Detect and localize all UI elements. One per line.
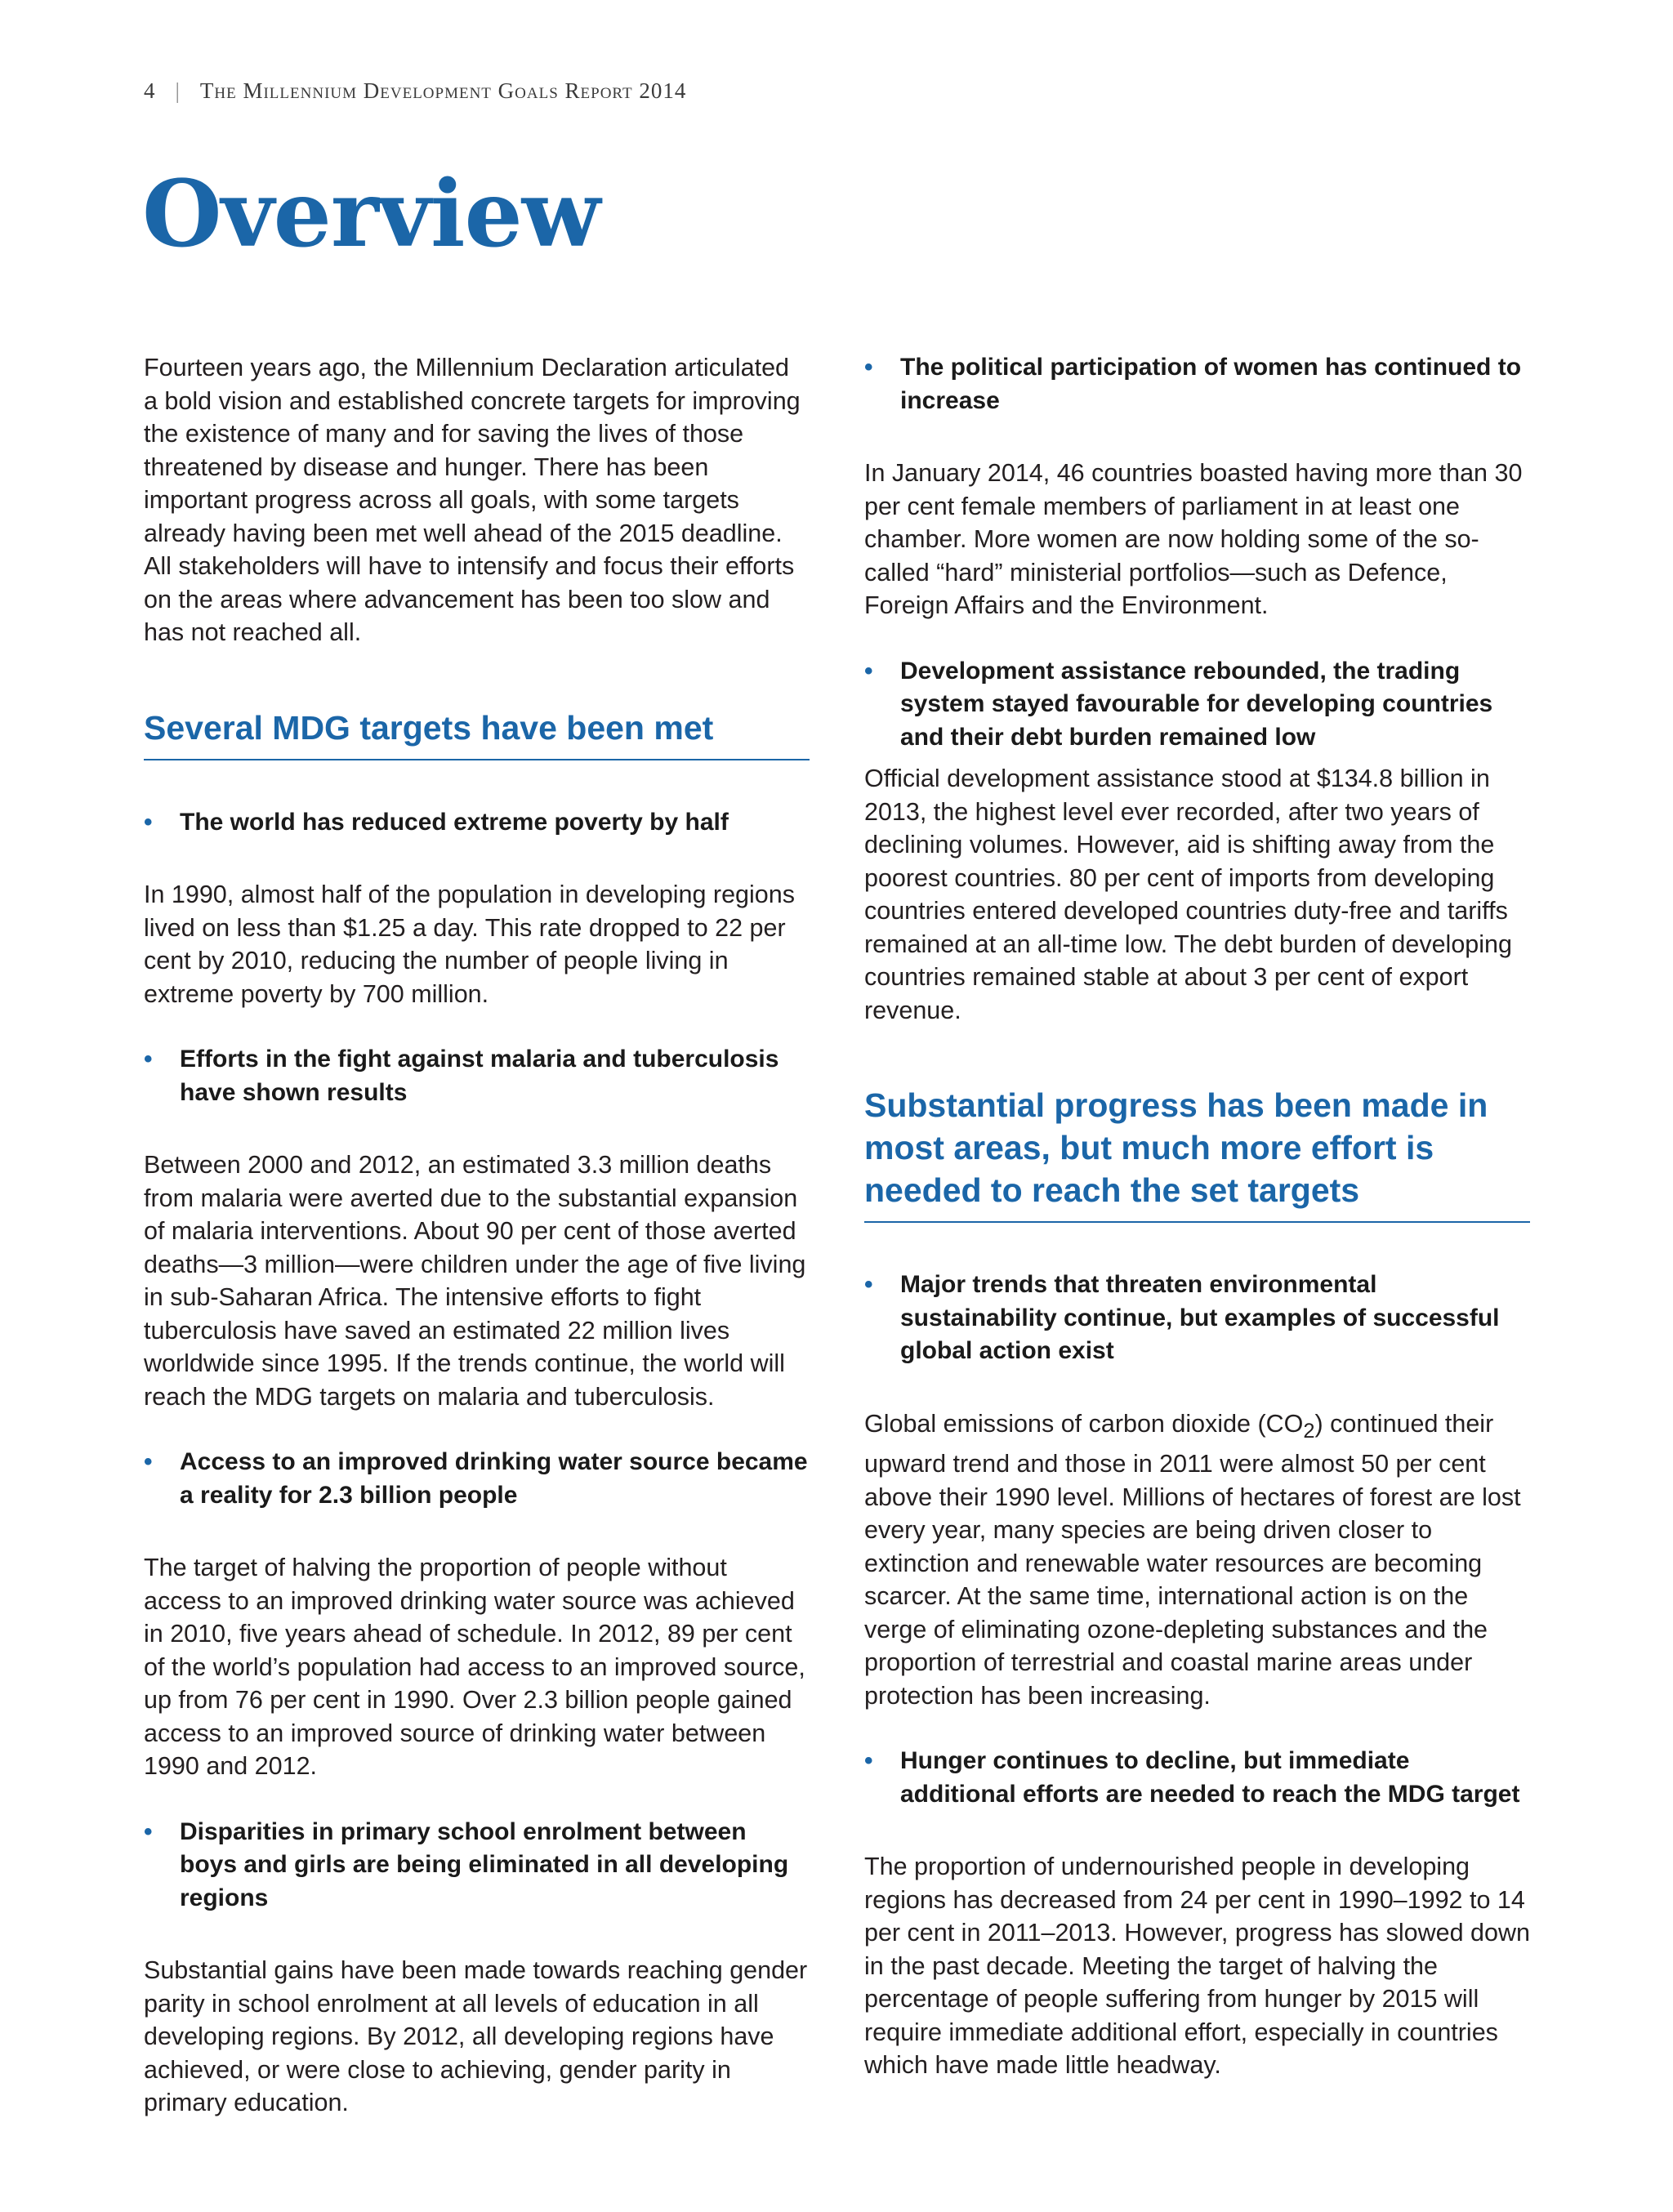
paragraph-water: The target of halving the proportion of people without access to an improved drinking water source was achieved in 2010, five years ahead of schedule. In 2012, 89 per cent of the world’s population had access to an improved source, up from 76 per cent in 1990. Over 2.3 billion people gained access to an improved source of drinking water between 1990 and 2012.	[144, 1554, 805, 1780]
left-column	[144, 351, 810, 2120]
section-heading-targets-met: Several MDG targets have been met	[144, 707, 810, 760]
paragraph-women: In January 2014, 46 countries boasted having more than 30 per cent female members of parliament in at least one chamber. More women are now holding some of the so-called “hard” ministerial portfolios—such as Defence, Foreign Affairs and the Environment.	[864, 459, 1523, 619]
bullet-icon: •	[864, 1271, 873, 1298]
bullet-icon: •	[864, 1747, 873, 1775]
report-title: The Millennium Development Goals Report 2014	[199, 78, 687, 103]
bullet-icon: •	[864, 657, 873, 685]
bullet-heading-development-assistance: • Development assistance rebounded, the trading system stayed favourable for developing countries and their debt burden remained low	[864, 655, 1530, 755]
bullet-heading-environment: • Major trends that threaten environmental sustainability continue, but examples of successful global action exist	[864, 1269, 1530, 1368]
bullet-icon: •	[144, 1448, 153, 1475]
bullet-icon: •	[144, 1046, 153, 1073]
intro-paragraph: Fourteen years ago, the Millennium Declaration articulated a bold vision and established concrete targets for improving the existence of many and for saving the lives of those threatened by disease and hunger. There has been important progress across all goals, with some targets already having been met well ahead of the 2015 deadline. All stakeholders will have to intensify and focus their efforts on the areas where advancement has been too slow and has not reached all.	[144, 354, 801, 646]
paragraph-poverty: In 1990, almost half of the population in developing regions lived on less than $1.25 a day. This rate dropped to 22 per cent by 2010, reducing the number of people living in extreme poverty by 700 million.	[144, 881, 795, 1008]
bullet-heading-women: • The political participation of women has continued to increase	[864, 351, 1530, 417]
bullet-heading-education: • Disparities in primary school enrolment between boys and girls are being eliminated in all developing regions	[144, 1816, 810, 1915]
header-separator: |	[175, 78, 181, 103]
paragraph-hunger: The proportion of undernourished people in developing regions has decreased from 24 per cent in 1990–1992 to 14 per cent in 2011–2013. However, progress has slowed down in the past decade. Meeting the target of halving the percentage of people suffering from hunger by 2015 will require immediate additional effort, especially in countries which have made little headway.	[864, 1853, 1530, 2080]
page-title: Overview	[142, 161, 600, 268]
paragraph-malaria: Between 2000 and 2012, an estimated 3.3 million deaths from malaria were averted due to the substantial expansion of malaria interventions. About 90 per cent of those averted deaths—3 million—were children under the age of five living in sub-Saharan Africa. The intensive efforts to fight tuberculosis have saved an estimated 22 million lives worldwide since 1995. If the trends continue, the world will reach the MDG targets on malaria and tuberculosis.	[144, 1151, 806, 1411]
bullet-icon: •	[144, 1817, 153, 1845]
paragraph-education: Substantial gains have been made towards reaching gender parity in school enrolment at all levels of education in all developing regions. By 2012, all developing regions have achieved, or were close to achieving, gender parity in primary education.	[144, 1956, 808, 2116]
bullet-heading-hunger: • Hunger continues to decline, but immediate additional efforts are needed to reach the MDG target	[864, 1745, 1530, 1811]
paragraph-environment: Global emissions of carbon dioxide $(CO_2)$ continued their upward trend and those in 2011 were almost 50 per cent above their 1990 level. Millions of hectares of forest are lost every year, many species are being driven closer to extinction and renewable water resources are becoming scarcer. At the same time, international action is on the verge of eliminating ozone-depleting substances and the proportion of terrestrial and coastal marine areas under protection has been increasing.	[864, 1409, 1521, 1710]
section-heading-substantial-progress: Substantial progress has been made in most areas, but much more effort is needed to reach the set targets	[864, 1084, 1530, 1223]
running-header	[144, 78, 686, 104]
bullet-heading-poverty: • The world has reduced extreme poverty by half	[144, 806, 810, 840]
page-number: 4	[144, 78, 156, 103]
bullet-heading-malaria: • Efforts in the fight against malaria and tuberculosis have shown results	[144, 1043, 810, 1109]
bullet-icon: •	[144, 808, 153, 836]
bullet-icon: •	[864, 354, 873, 381]
right-column	[864, 351, 1530, 2082]
bullet-heading-water: • Access to an improved drinking water source became a reality for 2.3 billion people	[144, 1446, 810, 1512]
paragraph-development-assistance: Official development assistance stood at $134.8 billion in 2013, the highest level ever recorded, after two years of declining volumes. However, aid is shifting away from the poorest countries. 80 per cent of imports from developing countries entered developed countries duty-free and tariffs remained at an all-time low. The debt burden of developing countries remained stable at about 3 per cent of export revenue.	[864, 765, 1512, 1024]
